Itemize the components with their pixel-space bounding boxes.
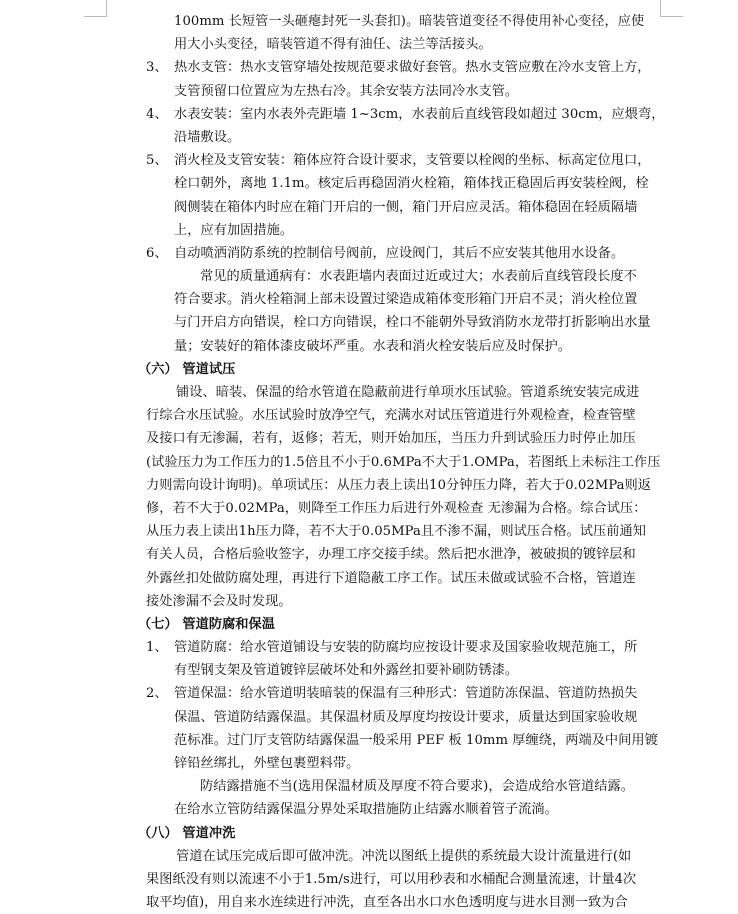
paragraph-text: 符合要求。消火栓箱洞上部未设置过梁造成箱体变形箱门开启不灵；消火栓位置 [174, 292, 638, 308]
paragraph-text: 水表安装：室内水表外壳距墙 1~3cm，水表前后直线管段如超过 30cm，应煨弯， [174, 106, 665, 122]
text-line [146, 682, 668, 705]
paragraph-text: 果图纸没有则以流速不小于1.5m/s进行，可以用秒表和水桶配合测量流速，计量4次 [146, 871, 637, 887]
margin-corner-left [84, 0, 107, 17]
list-number: 1、 [146, 640, 168, 656]
section-heading [138, 358, 668, 381]
text-line [146, 103, 668, 126]
paragraph-text: 常见的质量通病有：水表距墙内表面过近或过大；水表前后直线管段长度不 [200, 269, 637, 285]
heading-text: （七） 管道防腐和保温 [138, 616, 276, 632]
paragraph-text: (试验压力为工作压力的1.5倍且不小于0.6MPa不大于1.OMPa，若图纸上未标注工作压 [146, 454, 661, 470]
text-line [146, 126, 668, 149]
section-heading [138, 613, 668, 636]
text-line [146, 543, 668, 566]
heading-text: （八） 管道冲洗 [138, 825, 236, 841]
paragraph-text: 及接口有无渗漏，若有，返修；若无，则开始加压，当压力升到试验压力时停止加压 [146, 431, 636, 447]
paragraph-text: 与门开启方向错误，栓口方向错误，栓口不能朝外导致消防水龙带打折影响出水量 [174, 315, 651, 331]
text-line [146, 196, 668, 219]
paragraph-text: 从压力表上读出1h压力降，若不大于0.05MPa且不渗不漏，则试压合格。试压前通知 [146, 524, 646, 540]
text-line [146, 404, 668, 427]
paragraph-text: 管道在试压完成后即可做冲洗。冲洗以图纸上提供的系统最大设计流量进行(如 [176, 848, 632, 864]
paragraph-text: 在给水立管防结露保温分界处采取措施防止结露水顺着管子流淌。 [174, 802, 558, 818]
text-line [146, 219, 668, 242]
list-number: 2、 [146, 686, 168, 702]
text-line [146, 451, 668, 474]
text-line [146, 242, 668, 265]
paragraph-text: 锌铅丝绑扎，外壁包裹塑料带。 [174, 756, 360, 771]
paragraph-text: 接处渗漏不会及时发现。 [146, 593, 292, 609]
paragraph-text: 修，若不大于0.02MPa，则降至工作压力后进行外观检查 无渗漏为合格。综合试压： [146, 500, 647, 516]
text-line [146, 474, 668, 497]
paragraph-text: 自动喷洒消防系统的控制信号阀前，应设阀门，其后不应安装其他用水设备。 [174, 245, 625, 261]
list-number: 3、 [146, 60, 168, 76]
paragraph-text: 100mm 长短管一头砸瘪封死一头套扣)。暗装管道变径不得使用补心变径，应使 [174, 14, 645, 29]
paragraph-text: 防结露措施不当(选用保温材质及厚度不符合要求)，会造成给水管道结露。 [200, 779, 634, 795]
section-heading [138, 822, 668, 845]
text-line [146, 706, 668, 729]
paragraph-text: 消火栓及支管安装：箱体应符合设计要求，支管要以栓阀的坐标、标高定位甩口， [174, 153, 651, 169]
paragraph-text: 有关人员，合格后验收签字，办理工序交接手续。然后把水泄净，被破损的镀锌层和 [146, 547, 636, 563]
paragraph-text: 保温、管道防结露保温。其保温材质及厚度均按设计要求，质量达到国家验收规 [174, 709, 638, 725]
text-line [146, 567, 668, 590]
text-line [146, 335, 668, 358]
paragraph-text: 管道防腐：给水管道铺设与安装的防腐均应按设计要求及国家验收规范施工，所 [174, 640, 638, 656]
list-number: 5、 [146, 153, 168, 169]
text-line [146, 729, 668, 752]
text-line [146, 798, 668, 821]
text-line [146, 288, 668, 311]
paragraph-text: 取平均值)，用自来水连续进行冲洗，直至各出水口水色透明度与进水目测一致为合 [146, 895, 628, 911]
paragraph-text: 支管预留口位置应为左热右冷。其余安装方法同冷水支管。 [174, 83, 519, 99]
paragraph-text: 阀侧装在箱体内时应在箱门开启的一侧，箱门开启应灵活。箱体稳固在轻质隔墙 [174, 199, 638, 215]
paragraph-text: 力则需向设计询明)。单项试压：从压力表上读出10分钟压力降，若大于0.02MPa则返 [146, 477, 652, 493]
heading-text: （六） 管道试压 [138, 361, 236, 377]
text-line [146, 56, 668, 79]
text-line [146, 845, 668, 868]
paragraph-text: 有型钢支架及管道镀锌层破坏处和外露丝扣要补刷防锈漆。 [174, 663, 519, 679]
text-line [146, 497, 668, 520]
text-line [146, 265, 668, 288]
paragraph-text: 沿墙敷设。 [174, 129, 241, 145]
text-line [146, 590, 668, 613]
paragraph-text: 量；安装好的箱体漆皮破坏严重。水表和消火栓安装后应及时保护。 [174, 338, 572, 354]
text-line [146, 172, 668, 195]
text-line [146, 520, 668, 543]
paragraph-text: 范标准。过门厅支管防结露保温一般采用 PEF 板 10mm 厚缠绕，两端及中间用镀 [174, 732, 658, 748]
text-line [146, 381, 668, 404]
paragraph-text: 铺设、暗装、保温的给水管道在隐蔽前进行单项水压试验。管道系统安装完成进 [176, 385, 640, 400]
text-line [146, 891, 668, 914]
text-line [146, 659, 668, 682]
text-line [146, 752, 668, 775]
text-line [146, 33, 668, 56]
paragraph-text: 外露丝扣处做防腐处理，再进行下道隐蔽工序工作。试压未做或试验不合格，管道连 [146, 570, 636, 586]
paragraph-text: 热水支管：热水支管穿墙处按规范要求做好套管。热水支管应敷在冷水支管上方， [174, 60, 651, 76]
text-line [146, 10, 668, 33]
paragraph-text: 管道保温：给水管道明装暗装的保温有三种形式：管道防冻保温、管道防热损失 [174, 686, 638, 702]
text-line [146, 636, 668, 659]
list-number: 4、 [146, 106, 168, 122]
paragraph-text: 上，应有加固措施。 [174, 222, 294, 238]
paragraph-text: 栓口朝外，离地 1.1m。核定后再稳固消火栓箱，箱体找正稳固后再安装栓阀，栓 [174, 176, 649, 192]
text-line [146, 427, 668, 450]
text-line [146, 311, 668, 334]
paragraph-text: 用大小头变径，暗装管道不得有油任、法兰等活接头。 [174, 37, 492, 53]
list-number: 6、 [146, 245, 168, 261]
document-page [138, 10, 668, 914]
text-line [146, 868, 668, 891]
paragraph-text: 行综合水压试验。水压试验时放净空气，充满水对试压管道进行外观检查，检查管壁 [146, 408, 636, 424]
text-line [146, 775, 668, 798]
text-line [146, 149, 668, 172]
text-line [146, 80, 668, 103]
